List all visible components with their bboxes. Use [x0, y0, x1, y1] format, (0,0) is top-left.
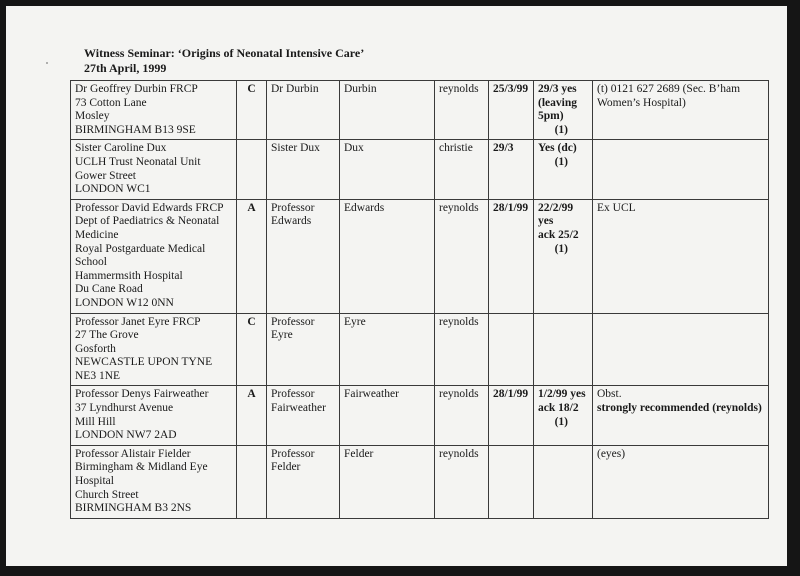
note-line: (eyes) — [597, 447, 626, 460]
salutation-line: Professor — [271, 388, 315, 401]
surname-cell: Eyre — [340, 313, 435, 386]
response-cell — [534, 313, 593, 386]
address-line: Birmingham & Midland Eye Hospital — [75, 461, 208, 488]
notes-cell — [593, 445, 769, 518]
table-row — [71, 81, 769, 140]
notes-cell — [593, 313, 769, 386]
salutation-line: Sister Dux — [271, 142, 320, 155]
date-sent-cell — [489, 445, 534, 518]
response-line: yes — [538, 215, 554, 228]
table-row — [71, 313, 769, 386]
note-line: strongly recommended (reynolds) — [597, 402, 762, 415]
salutation-cell — [267, 199, 340, 313]
seminar-title: Witness Seminar: ‘Origins of Neonatal Intensive Care’ — [84, 46, 365, 60]
address-cell — [71, 313, 237, 386]
code-cell — [237, 140, 267, 199]
date-sent-cell: 29/3 — [489, 140, 534, 199]
seminar-date: 27th April, 1999 — [84, 61, 167, 75]
address-line: BIRMINGHAM B13 9SE — [75, 123, 196, 136]
date-sent-cell — [489, 313, 534, 386]
code-cell: C — [237, 81, 267, 140]
surname-cell: Dux — [340, 140, 435, 199]
response-cell — [534, 445, 593, 518]
code-cell — [237, 445, 267, 518]
response-line: ack 18/2 — [538, 402, 579, 415]
address-line: Church Street — [75, 488, 139, 501]
surname-cell: Edwards — [340, 199, 435, 313]
surname-cell: Fairweather — [340, 386, 435, 445]
salutation-cell — [267, 386, 340, 445]
contact-cell: reynolds — [435, 313, 489, 386]
address-line: Dept of Paediatrics & Neonatal Medicine — [75, 215, 220, 241]
response-line: ack 25/2 — [538, 228, 579, 241]
response-cell — [534, 140, 593, 199]
address-line: UCLH Trust Neonatal Unit — [75, 155, 201, 168]
contact-cell: reynolds — [435, 81, 489, 140]
table-row — [71, 199, 769, 313]
notes-cell — [593, 81, 769, 140]
address-line: NE3 1NE — [75, 369, 121, 382]
table-row — [71, 445, 769, 518]
response-cell — [534, 81, 593, 140]
contact-cell: christie — [435, 140, 489, 199]
address-line: LONDON WC1 — [75, 183, 151, 196]
address-cell — [71, 140, 237, 199]
witness-list-table — [70, 80, 769, 519]
response-count: (1) — [554, 123, 568, 136]
table-row — [71, 386, 769, 445]
address-line: Professor Janet Eyre FRCP — [75, 315, 201, 328]
address-line: Du Cane Road — [75, 283, 143, 296]
salutation-cell — [267, 140, 340, 199]
salutation-line: Professor — [271, 201, 315, 214]
salutation-line: Felder — [271, 461, 301, 474]
address-line: LONDON NW7 2AD — [75, 429, 177, 442]
code-cell: A — [237, 199, 267, 313]
date-sent-cell: 25/3/99 — [489, 81, 534, 140]
date-sent-cell: 28/1/99 — [489, 199, 534, 313]
paper-mark — [46, 62, 48, 64]
response-line: 29/3 yes — [538, 83, 577, 95]
address-line: Mill Hill — [75, 415, 116, 428]
notes-cell — [593, 199, 769, 313]
response-cell — [534, 386, 593, 445]
code-cell: A — [237, 386, 267, 445]
response-count: (1) — [554, 155, 568, 168]
contact-cell: reynolds — [435, 445, 489, 518]
response-cell — [534, 199, 593, 313]
response-line: 5pm) — [538, 110, 564, 123]
table-row — [71, 140, 769, 199]
address-line: Professor Denys Fairweather — [75, 388, 209, 401]
note-line: Obst. — [597, 388, 622, 401]
salutation-cell — [267, 313, 340, 386]
contact-cell: reynolds — [435, 386, 489, 445]
salutation-cell — [267, 81, 340, 140]
address-cell — [71, 81, 237, 140]
address-line: Sister Caroline Dux — [75, 142, 167, 155]
address-line: Professor David Edwards FRCP — [75, 201, 224, 214]
address-line: Gosforth — [75, 342, 116, 355]
surname-cell: Durbin — [340, 81, 435, 140]
response-count: (1) — [554, 415, 568, 428]
document-heading — [84, 46, 364, 76]
address-line: Dr Geoffrey Durbin FRCP — [75, 83, 198, 95]
address-line: Mosley — [75, 110, 110, 123]
response-line: 22/2/99 — [538, 201, 574, 214]
salutation-line: Professor Eyre — [271, 315, 315, 342]
address-cell — [71, 386, 237, 445]
date-sent-cell: 28/1/99 — [489, 386, 534, 445]
contact-cell: reynolds — [435, 199, 489, 313]
salutation-line: Fairweather — [271, 402, 326, 415]
response-count: (1) — [554, 242, 568, 255]
salutation-line: Professor — [271, 447, 315, 460]
notes-cell — [593, 140, 769, 199]
address-line: 37 Lyndhurst Avenue — [75, 402, 174, 415]
address-line: NEWCASTLE UPON TYNE — [75, 356, 213, 369]
notes-cell — [593, 386, 769, 445]
response-line: (leaving — [538, 96, 577, 109]
address-line: Gower Street — [75, 169, 136, 182]
address-line: Royal Postgarduate Medical School — [75, 242, 206, 269]
note-line: (t) 0121 627 2689 (Sec. B’ham Women’s Hospital) — [597, 83, 741, 109]
response-line: 1/2/99 yes — [538, 388, 586, 401]
code-cell: C — [237, 313, 267, 386]
address-line: BIRMINGHAM B3 2NS — [75, 502, 192, 515]
address-line: LONDON W12 0NN — [75, 296, 174, 309]
address-line: 27 The Grove — [75, 329, 139, 342]
salutation-cell — [267, 445, 340, 518]
response-line: Yes (dc) — [538, 142, 577, 155]
salutation-line: Dr Durbin — [271, 83, 319, 95]
note-line: Ex UCL — [597, 201, 636, 214]
address-cell — [71, 445, 237, 518]
address-line: Hammermsith Hospital — [75, 269, 183, 282]
salutation-line: Edwards — [271, 215, 312, 228]
address-line: Professor Alistair Fielder — [75, 447, 191, 460]
surname-cell: Felder — [340, 445, 435, 518]
address-cell — [71, 199, 237, 313]
address-line: 73 Cotton Lane — [75, 96, 147, 109]
